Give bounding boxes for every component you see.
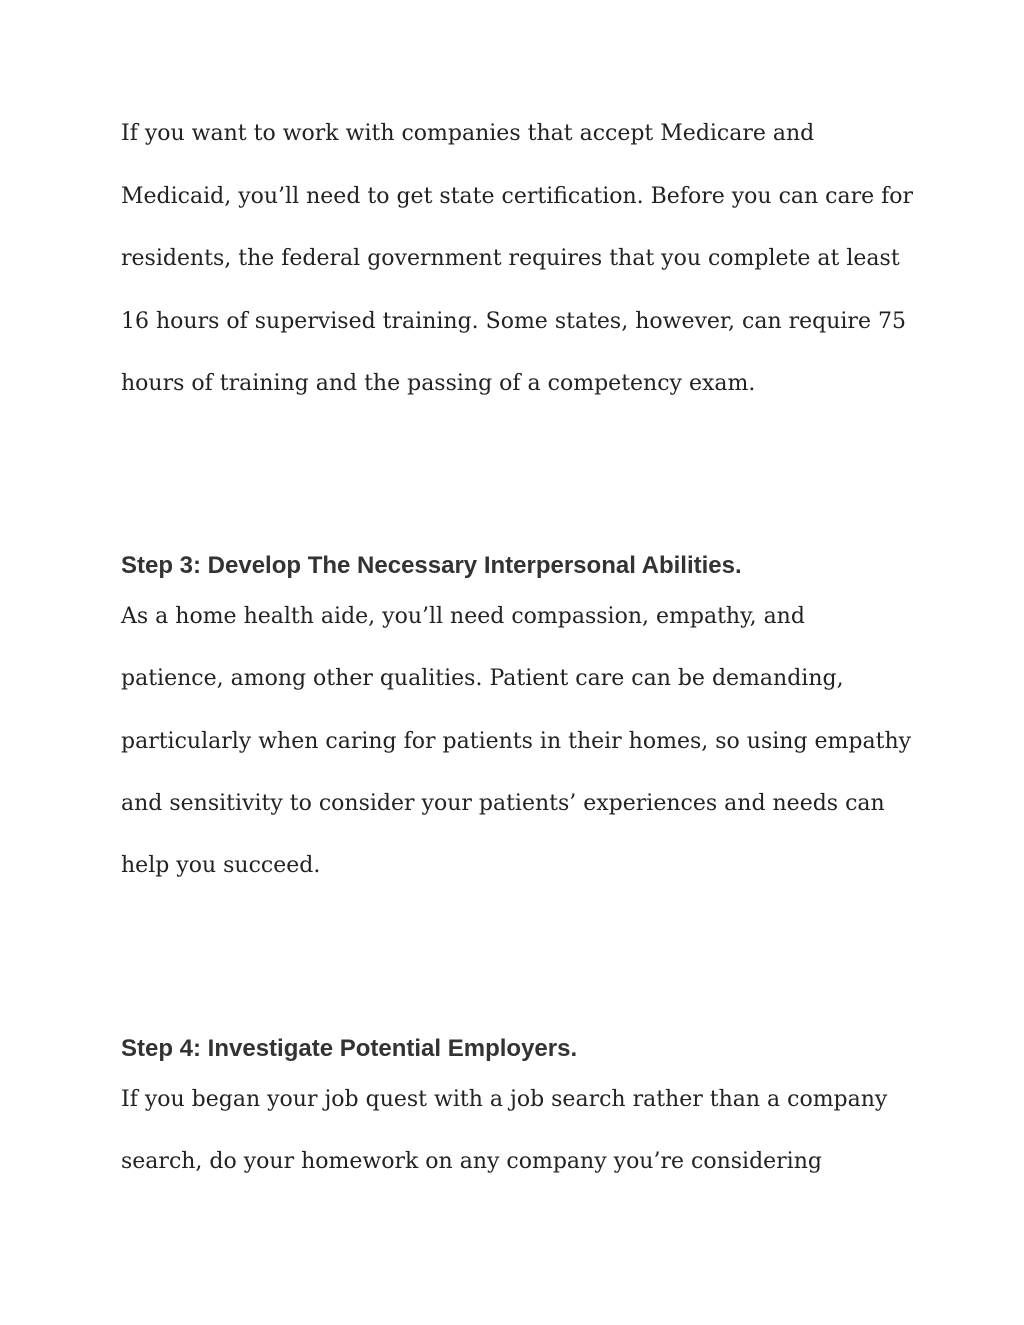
paragraph-line: patience, among other qualities. Patient care can be demanding, [121,666,844,691]
paragraph-line: If you began your job quest with a job search rather than a company [121,1087,888,1112]
paragraph-line: 16 hours of supervised training. Some states, however, can require 75 [121,309,906,334]
paragraph-line: particularly when caring for patients in their homes, so using empathy [121,729,912,754]
paragraph-line: As a home health aide, you’ll need compassion, empathy, and [121,604,805,629]
paragraph-line: residents, the federal government requires that you complete at least [121,246,900,271]
paragraph-line: If you want to work with companies that accept Medicare and [121,121,815,146]
paragraph-line: search, do your homework on any company you’re considering [121,1149,822,1174]
paragraph-line: hours of training and the passing of a competency exam. [121,371,756,396]
step3-heading: Step 3: Develop The Necessary Interpersonal Abilities. [121,552,742,579]
step4-heading: Step 4: Investigate Potential Employers. [121,1035,578,1062]
paragraph-line: and sensitivity to consider your patients’ experiences and needs can [121,791,885,816]
paragraph-line: Medicaid, you’ll need to get state certification. Before you can care for [121,184,914,209]
paragraph-line: help you succeed. [121,853,321,878]
